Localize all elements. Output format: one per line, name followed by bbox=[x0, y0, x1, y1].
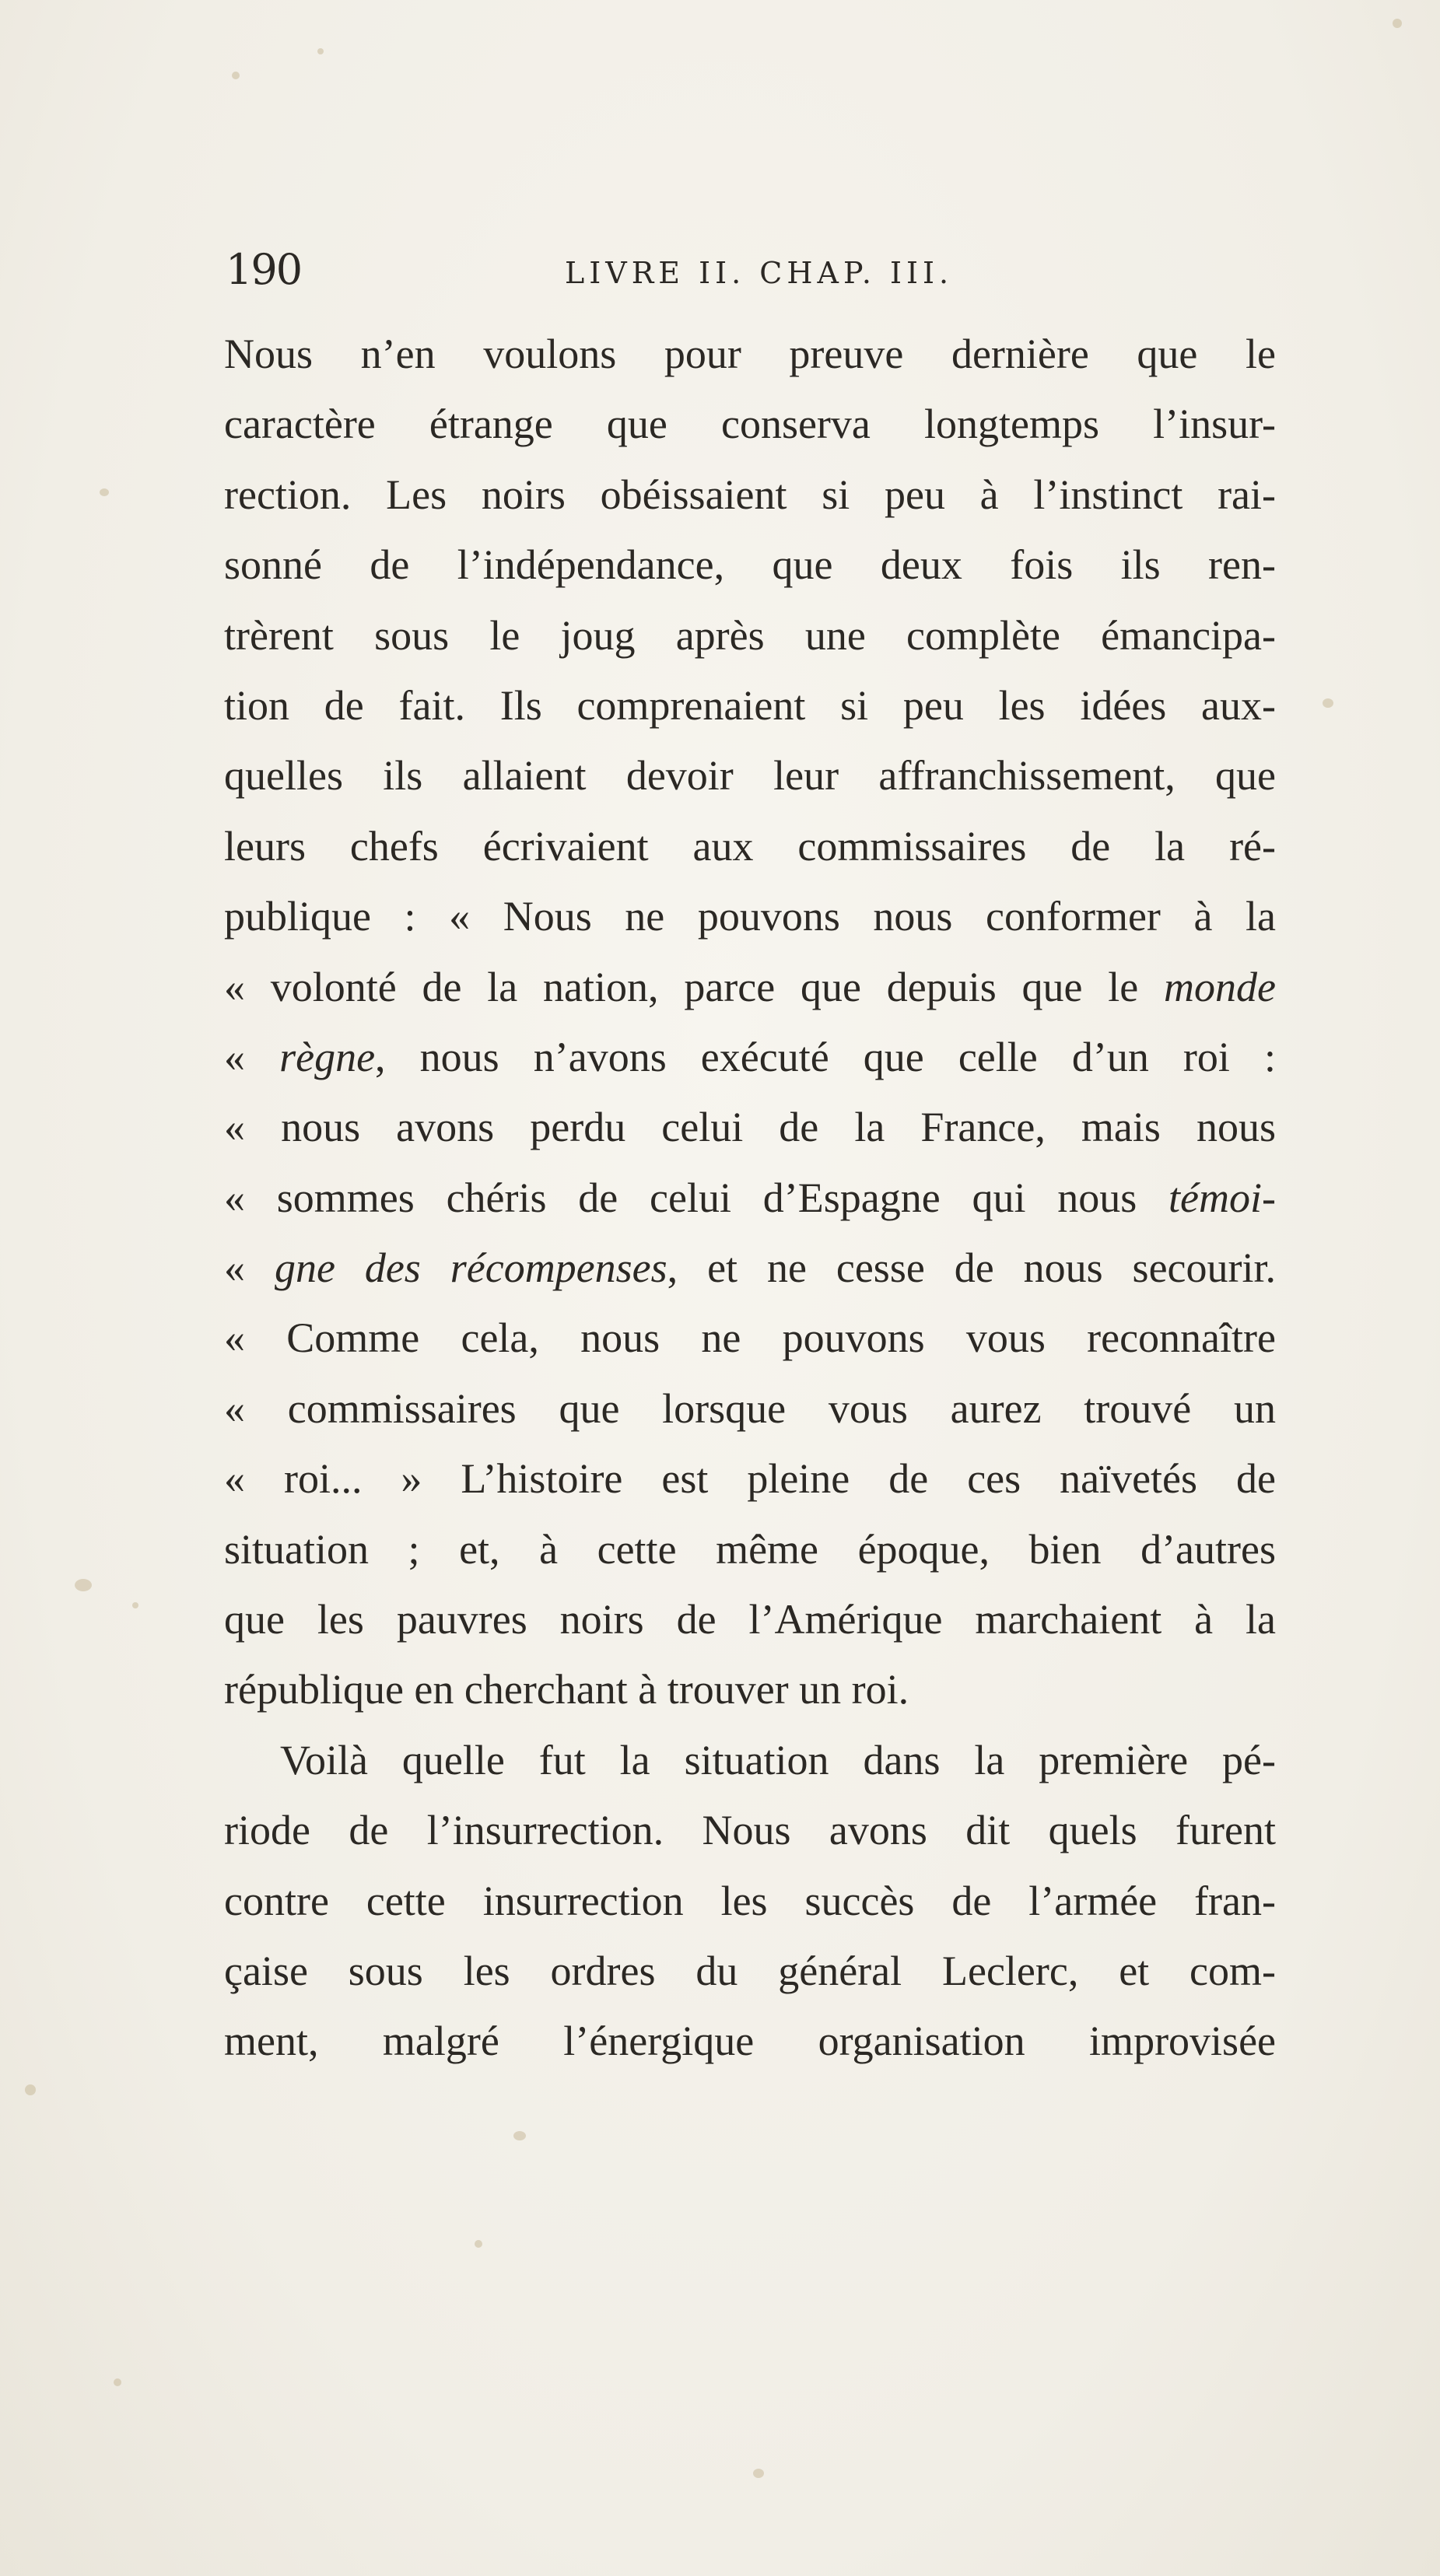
paper-speck bbox=[753, 2469, 764, 2478]
text-line bbox=[224, 1163, 1276, 1233]
text-line bbox=[224, 881, 1276, 951]
text-segment: trèrent sous le joug après une complète émancipa- bbox=[224, 611, 1276, 659]
paper-speck bbox=[475, 2240, 482, 2248]
text-segment: « bbox=[224, 1244, 275, 1292]
text-segment: publique : « Nous ne pouvons nous conformer à la bbox=[224, 893, 1276, 940]
paper-speck bbox=[25, 2084, 36, 2095]
text-line bbox=[224, 1444, 1276, 1514]
text-line bbox=[224, 600, 1276, 670]
text-line bbox=[224, 1303, 1276, 1373]
text-line bbox=[224, 1584, 1276, 1654]
running-head: LIVRE II. CHAP. III. bbox=[565, 256, 954, 290]
paper-speck bbox=[1393, 19, 1402, 28]
text-segment: « nous avons perdu celui de la France, mais nous bbox=[224, 1104, 1276, 1151]
text-line bbox=[224, 1092, 1276, 1162]
text-line bbox=[224, 389, 1276, 459]
text-segment: Voilà quelle fut la situation dans la première pé- bbox=[280, 1736, 1276, 1783]
paper-speck bbox=[114, 2378, 121, 2386]
text-line bbox=[224, 1795, 1276, 1865]
text-line bbox=[224, 811, 1276, 881]
text-line bbox=[224, 670, 1276, 740]
text-line bbox=[224, 952, 1276, 1022]
text-segment: , nous n’avons exécuté que celle d’un roi : bbox=[375, 1033, 1276, 1080]
text-segment: quelles ils allaient devoir leur affranchissement, que bbox=[224, 752, 1276, 800]
text-segment: « Comme cela, nous ne pouvons vous reconnaître bbox=[224, 1314, 1276, 1362]
text-segment: contre cette insurrection les succès de l’armée fran- bbox=[224, 1877, 1276, 1924]
paper-speck bbox=[513, 2131, 526, 2140]
paper-speck bbox=[317, 48, 324, 54]
text-line bbox=[224, 1936, 1276, 2006]
text-line bbox=[224, 530, 1276, 600]
text-line bbox=[224, 460, 1276, 530]
italic-segment: témoi- bbox=[1168, 1174, 1276, 1221]
text-segment: « commissaires que lorsque vous aurez trouvé un bbox=[224, 1384, 1276, 1432]
text-line bbox=[224, 740, 1276, 810]
text-line bbox=[224, 1654, 1276, 1724]
text-segment: situation ; et, à cette même époque, bien d’autres bbox=[224, 1525, 1276, 1573]
text-line bbox=[224, 1725, 1276, 1795]
text-segment: riode de l’insurrection. Nous avons dit quels furent bbox=[224, 1807, 1276, 1854]
paper-speck bbox=[1323, 698, 1333, 708]
text-line bbox=[224, 1866, 1276, 1936]
text-segment: leurs chefs écrivaient aux commissaires de la ré- bbox=[224, 822, 1276, 870]
italic-segment: gne des récompenses bbox=[274, 1244, 667, 1292]
text-line bbox=[224, 319, 1276, 389]
paper-speck bbox=[100, 488, 109, 496]
paper-speck bbox=[232, 72, 240, 79]
text-segment: sonné de l’indépendance, que deux fois ils ren- bbox=[224, 541, 1276, 589]
text-segment: « sommes chéris de celui d’Espagne qui nous bbox=[224, 1174, 1169, 1221]
italic-segment: monde bbox=[1164, 963, 1276, 1010]
text-segment: ment, malgré l’énergique organisation improvisée bbox=[224, 2018, 1276, 2065]
text-line bbox=[224, 2006, 1276, 2076]
paper-speck bbox=[75, 1579, 92, 1591]
text-segment: çaise sous les ordres du général Leclerc, et com- bbox=[224, 1947, 1276, 1994]
text-segment: « roi... » L’histoire est pleine de ces naïvetés de bbox=[224, 1455, 1276, 1503]
text-segment: , et ne cesse de nous secourir. bbox=[667, 1244, 1277, 1292]
text-line bbox=[224, 1514, 1276, 1584]
page-number: 190 bbox=[226, 245, 302, 294]
text-segment: tion de fait. Ils comprenaient si peu les idées aux- bbox=[224, 681, 1276, 729]
body-text bbox=[224, 319, 1276, 2077]
text-segment: Nous n’en voulons pour preuve dernière que le bbox=[224, 331, 1276, 377]
text-line bbox=[224, 1022, 1276, 1092]
text-segment: « bbox=[224, 1033, 280, 1080]
text-segment: caractère étrange que conserva longtemps l’insur- bbox=[224, 401, 1276, 448]
text-segment: que les pauvres noirs de l’Amérique marchaient à la bbox=[224, 1596, 1276, 1643]
text-line bbox=[224, 1233, 1276, 1303]
text-line bbox=[224, 1374, 1276, 1444]
italic-segment: règne bbox=[279, 1033, 376, 1080]
text-segment: rection. Les noirs obéissaient si peu à l’instinct rai- bbox=[224, 471, 1276, 518]
page-header bbox=[222, 243, 1273, 297]
text-segment: république en cherchant à trouver un roi. bbox=[224, 1666, 909, 1713]
paper-speck bbox=[132, 1602, 138, 1608]
text-segment: « volonté de la nation, parce que depuis que le bbox=[224, 963, 1165, 1010]
